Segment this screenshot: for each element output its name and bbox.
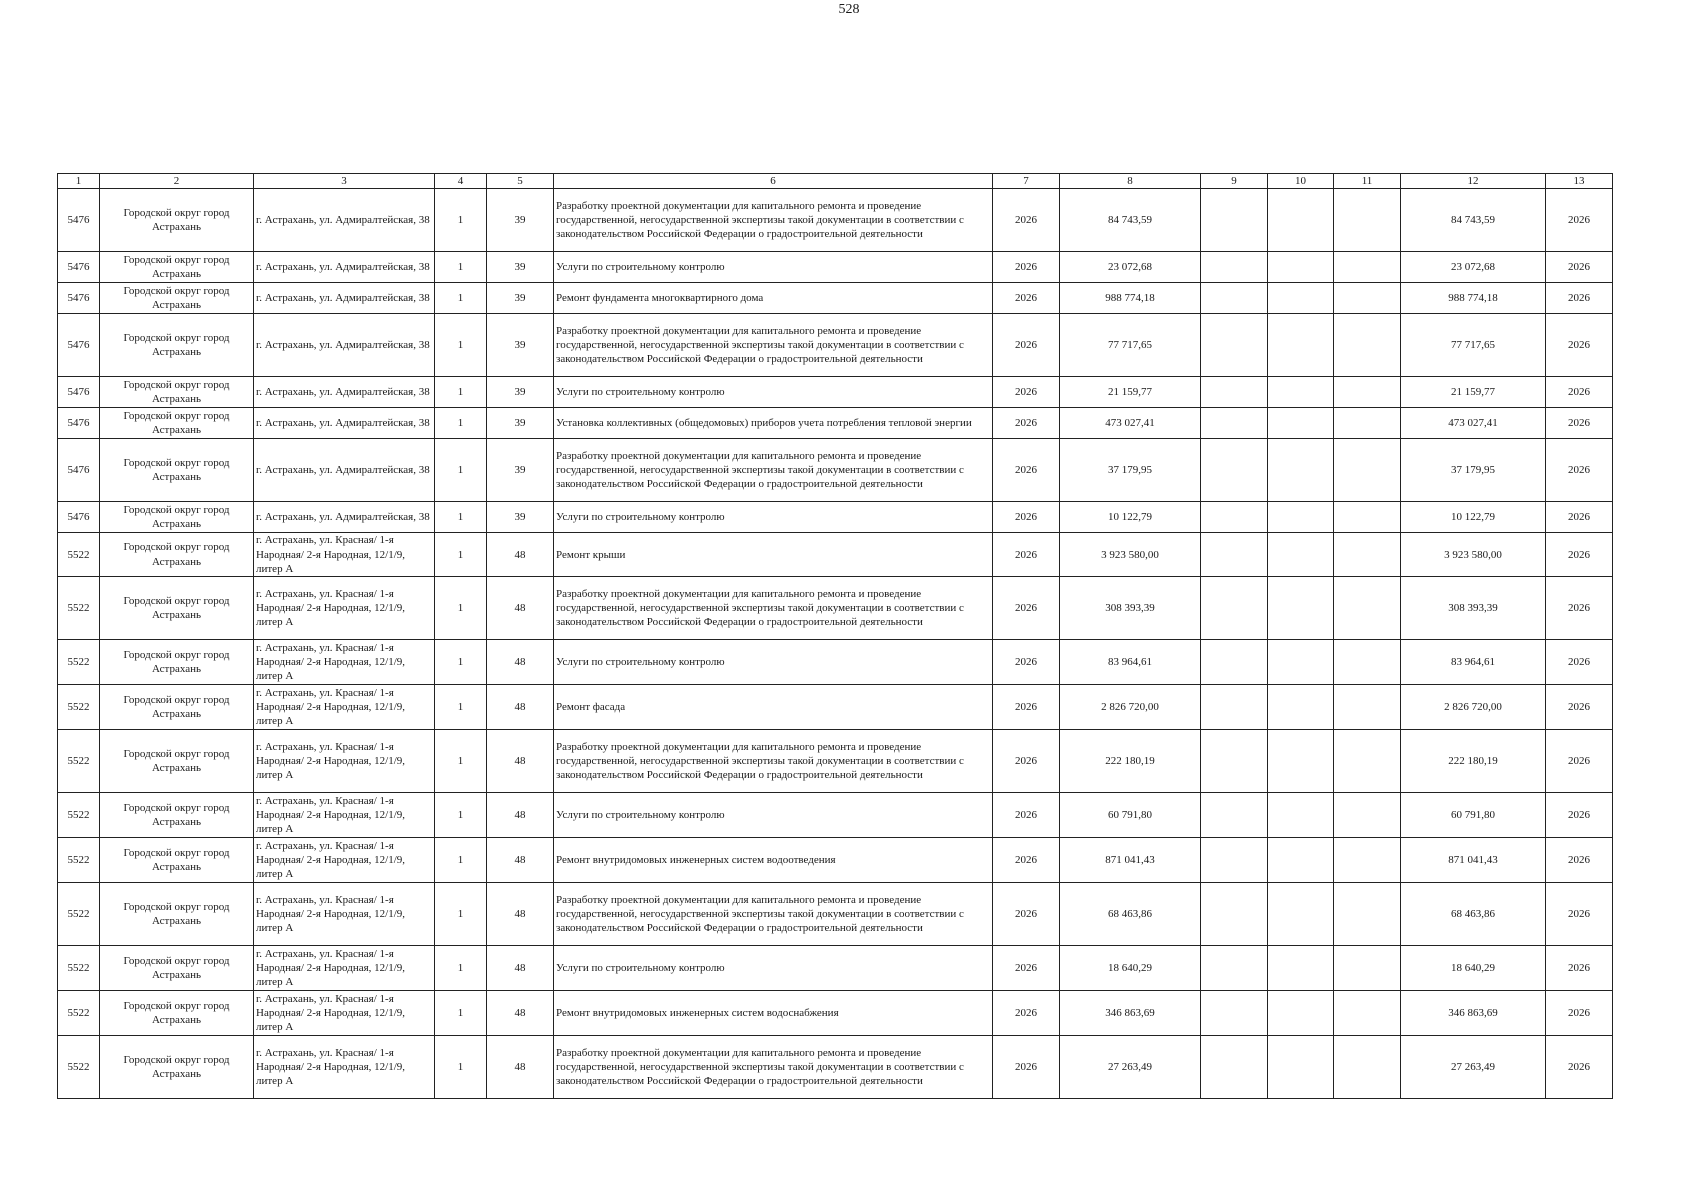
address-cell: г. Астрахань, ул. Красная/ 1-я Народная/ 2-я Народная, 12/1/9, литер А: [254, 640, 435, 685]
end-year-cell: 2026: [1546, 533, 1613, 577]
house-id-cell: 5522: [58, 730, 100, 793]
work-type-cell: Ремонт фундамента многоквартирного дома: [554, 283, 993, 314]
end-year-cell: 2026: [1546, 502, 1613, 533]
col5-cell: 39: [487, 408, 554, 439]
total-cell: 37 179,95: [1401, 439, 1546, 502]
cost-cell: 473 027,41: [1060, 408, 1201, 439]
col4-cell: 1: [435, 883, 487, 946]
total-cell: 83 964,61: [1401, 640, 1546, 685]
address-cell: г. Астрахань, ул. Адмиралтейская, 38: [254, 314, 435, 377]
end-year-cell: 2026: [1546, 577, 1613, 640]
work-type-cell: Ремонт внутридомовых инженерных систем водоснабжения: [554, 991, 993, 1036]
end-year-cell: 2026: [1546, 283, 1613, 314]
col11-cell: [1334, 883, 1401, 946]
address-cell: г. Астрахань, ул. Адмиралтейская, 38: [254, 502, 435, 533]
col9-cell: [1201, 408, 1268, 439]
col9-cell: [1201, 730, 1268, 793]
work-type-cell: Установка коллективных (общедомовых) приборов учета потребления тепловой энергии: [554, 408, 993, 439]
col5-cell: 39: [487, 502, 554, 533]
table-row: [58, 533, 1613, 577]
year-cell: 2026: [993, 314, 1060, 377]
municipality-cell: Городской округ город Астрахань: [100, 838, 254, 883]
total-cell: 68 463,86: [1401, 883, 1546, 946]
municipality-cell: Городской округ город Астрахань: [100, 685, 254, 730]
col9-cell: [1201, 577, 1268, 640]
col5-cell: 48: [487, 838, 554, 883]
municipality-cell: Городской округ город Астрахань: [100, 377, 254, 408]
municipality-cell: Городской округ город Астрахань: [100, 730, 254, 793]
municipality-cell: Городской округ город Астрахань: [100, 502, 254, 533]
col10-cell: [1268, 730, 1334, 793]
total-cell: 473 027,41: [1401, 408, 1546, 439]
cost-cell: 27 263,49: [1060, 1036, 1201, 1099]
work-type-cell: Услуги по строительному контролю: [554, 946, 993, 991]
municipality-cell: Городской округ город Астрахань: [100, 252, 254, 283]
col4-cell: 1: [435, 946, 487, 991]
col5-cell: 48: [487, 640, 554, 685]
col9-cell: [1201, 838, 1268, 883]
cost-cell: 871 041,43: [1060, 838, 1201, 883]
year-cell: 2026: [993, 502, 1060, 533]
col5-cell: 48: [487, 946, 554, 991]
address-cell: г. Астрахань, ул. Красная/ 1-я Народная/ 2-я Народная, 12/1/9, литер А: [254, 838, 435, 883]
col11-cell: [1334, 793, 1401, 838]
address-cell: г. Астрахань, ул. Красная/ 1-я Народная/ 2-я Народная, 12/1/9, литер А: [254, 533, 435, 577]
cost-cell: 10 122,79: [1060, 502, 1201, 533]
end-year-cell: 2026: [1546, 946, 1613, 991]
address-cell: г. Астрахань, ул. Красная/ 1-я Народная/ 2-я Народная, 12/1/9, литер А: [254, 793, 435, 838]
column-header: 11: [1334, 174, 1401, 189]
house-id-cell: 5522: [58, 685, 100, 730]
total-cell: 988 774,18: [1401, 283, 1546, 314]
address-cell: г. Астрахань, ул. Красная/ 1-я Народная/ 2-я Народная, 12/1/9, литер А: [254, 883, 435, 946]
column-header: 12: [1401, 174, 1546, 189]
work-type-cell: Разработку проектной документации для капитального ремонта и проведение государственной, негосударственной экспертизы такой документации в соответствии с законодательством Российской Федерации о градостроительной деятельности: [554, 730, 993, 793]
cost-cell: 23 072,68: [1060, 252, 1201, 283]
table-row: [58, 793, 1613, 838]
cost-cell: 77 717,65: [1060, 314, 1201, 377]
col9-cell: [1201, 439, 1268, 502]
total-cell: 346 863,69: [1401, 991, 1546, 1036]
work-type-cell: Разработку проектной документации для капитального ремонта и проведение государственной, негосударственной экспертизы такой документации в соответствии с законодательством Российской Федерации о градостроительной деятельности: [554, 577, 993, 640]
year-cell: 2026: [993, 946, 1060, 991]
year-cell: 2026: [993, 283, 1060, 314]
address-cell: г. Астрахань, ул. Адмиралтейская, 38: [254, 189, 435, 252]
col11-cell: [1334, 533, 1401, 577]
municipality-cell: Городской округ город Астрахань: [100, 946, 254, 991]
table-row: [58, 502, 1613, 533]
col5-cell: 48: [487, 685, 554, 730]
page-number: 528: [838, 2, 860, 17]
cost-cell: 308 393,39: [1060, 577, 1201, 640]
col4-cell: 1: [435, 838, 487, 883]
col10-cell: [1268, 1036, 1334, 1099]
work-type-cell: Услуги по строительному контролю: [554, 793, 993, 838]
work-type-cell: Разработку проектной документации для капитального ремонта и проведение государственной, негосударственной экспертизы такой документации в соответствии с законодательством Российской Федерации о градостроительной деятельности: [554, 883, 993, 946]
col9-cell: [1201, 189, 1268, 252]
col9-cell: [1201, 252, 1268, 283]
year-cell: 2026: [993, 189, 1060, 252]
col5-cell: 48: [487, 793, 554, 838]
col4-cell: 1: [435, 685, 487, 730]
work-type-cell: Ремонт внутридомовых инженерных систем водоотведения: [554, 838, 993, 883]
cost-cell: 83 964,61: [1060, 640, 1201, 685]
col9-cell: [1201, 314, 1268, 377]
end-year-cell: 2026: [1546, 252, 1613, 283]
column-header: 5: [487, 174, 554, 189]
col4-cell: 1: [435, 252, 487, 283]
address-cell: г. Астрахань, ул. Красная/ 1-я Народная/ 2-я Народная, 12/1/9, литер А: [254, 730, 435, 793]
end-year-cell: 2026: [1546, 314, 1613, 377]
cost-cell: 68 463,86: [1060, 883, 1201, 946]
end-year-cell: 2026: [1546, 838, 1613, 883]
end-year-cell: 2026: [1546, 408, 1613, 439]
col9-cell: [1201, 283, 1268, 314]
work-type-cell: Разработку проектной документации для капитального ремонта и проведение государственной, негосударственной экспертизы такой документации в соответствии с законодательством Российской Федерации о градостроительной деятельности: [554, 1036, 993, 1099]
col10-cell: [1268, 439, 1334, 502]
work-type-cell: Услуги по строительному контролю: [554, 502, 993, 533]
municipality-cell: Городской округ город Астрахань: [100, 408, 254, 439]
cost-cell: 3 923 580,00: [1060, 533, 1201, 577]
municipality-cell: Городской округ город Астрахань: [100, 283, 254, 314]
address-cell: г. Астрахань, ул. Красная/ 1-я Народная/ 2-я Народная, 12/1/9, литер А: [254, 685, 435, 730]
municipality-cell: Городской округ город Астрахань: [100, 883, 254, 946]
year-cell: 2026: [993, 685, 1060, 730]
municipality-cell: Городской округ город Астрахань: [100, 439, 254, 502]
work-type-cell: Услуги по строительному контролю: [554, 640, 993, 685]
house-id-cell: 5476: [58, 502, 100, 533]
column-header: 1: [58, 174, 100, 189]
col9-cell: [1201, 991, 1268, 1036]
col4-cell: 1: [435, 283, 487, 314]
house-id-cell: 5522: [58, 793, 100, 838]
col10-cell: [1268, 793, 1334, 838]
total-cell: 2 826 720,00: [1401, 685, 1546, 730]
col5-cell: 39: [487, 189, 554, 252]
table-row: [58, 408, 1613, 439]
total-cell: 222 180,19: [1401, 730, 1546, 793]
cost-cell: 988 774,18: [1060, 283, 1201, 314]
col4-cell: 1: [435, 533, 487, 577]
col9-cell: [1201, 883, 1268, 946]
col10-cell: [1268, 991, 1334, 1036]
col11-cell: [1334, 502, 1401, 533]
col11-cell: [1334, 1036, 1401, 1099]
col10-cell: [1268, 314, 1334, 377]
year-cell: 2026: [993, 793, 1060, 838]
end-year-cell: 2026: [1546, 640, 1613, 685]
municipality-cell: Городской округ город Астрахань: [100, 640, 254, 685]
col10-cell: [1268, 533, 1334, 577]
col9-cell: [1201, 793, 1268, 838]
col4-cell: 1: [435, 189, 487, 252]
municipality-cell: Городской округ город Астрахань: [100, 533, 254, 577]
col11-cell: [1334, 577, 1401, 640]
year-cell: 2026: [993, 991, 1060, 1036]
municipality-cell: Городской округ город Астрахань: [100, 189, 254, 252]
end-year-cell: 2026: [1546, 1036, 1613, 1099]
col5-cell: 48: [487, 730, 554, 793]
col11-cell: [1334, 730, 1401, 793]
cost-cell: 2 826 720,00: [1060, 685, 1201, 730]
work-type-cell: Разработку проектной документации для капитального ремонта и проведение государственной, негосударственной экспертизы такой документации в соответствии с законодательством Российской Федерации о градостроительной деятельности: [554, 189, 993, 252]
col9-cell: [1201, 685, 1268, 730]
col11-cell: [1334, 838, 1401, 883]
table-row: [58, 991, 1613, 1036]
year-cell: 2026: [993, 577, 1060, 640]
house-id-cell: 5522: [58, 883, 100, 946]
cost-cell: 222 180,19: [1060, 730, 1201, 793]
table-row: [58, 838, 1613, 883]
col9-cell: [1201, 377, 1268, 408]
col11-cell: [1334, 252, 1401, 283]
address-cell: г. Астрахань, ул. Красная/ 1-я Народная/ 2-я Народная, 12/1/9, литер А: [254, 946, 435, 991]
col4-cell: 1: [435, 377, 487, 408]
table-row: [58, 1036, 1613, 1099]
total-cell: 10 122,79: [1401, 502, 1546, 533]
col5-cell: 39: [487, 377, 554, 408]
column-header: 8: [1060, 174, 1201, 189]
house-id-cell: 5522: [58, 946, 100, 991]
col5-cell: 48: [487, 577, 554, 640]
col11-cell: [1334, 685, 1401, 730]
table-row: [58, 730, 1613, 793]
year-cell: 2026: [993, 730, 1060, 793]
year-cell: 2026: [993, 408, 1060, 439]
col11-cell: [1334, 439, 1401, 502]
address-cell: г. Астрахань, ул. Адмиралтейская, 38: [254, 377, 435, 408]
col10-cell: [1268, 502, 1334, 533]
municipality-cell: Городской округ город Астрахань: [100, 577, 254, 640]
table-row: [58, 685, 1613, 730]
col10-cell: [1268, 377, 1334, 408]
col4-cell: 1: [435, 314, 487, 377]
address-cell: г. Астрахань, ул. Адмиралтейская, 38: [254, 408, 435, 439]
column-header: 7: [993, 174, 1060, 189]
municipality-cell: Городской округ город Астрахань: [100, 1036, 254, 1099]
year-cell: 2026: [993, 252, 1060, 283]
column-header: 4: [435, 174, 487, 189]
col10-cell: [1268, 838, 1334, 883]
repair-program-table: [57, 173, 1613, 1099]
house-id-cell: 5476: [58, 408, 100, 439]
house-id-cell: 5476: [58, 252, 100, 283]
table-row: [58, 883, 1613, 946]
col10-cell: [1268, 408, 1334, 439]
year-cell: 2026: [993, 640, 1060, 685]
col11-cell: [1334, 408, 1401, 439]
end-year-cell: 2026: [1546, 377, 1613, 408]
table-row: [58, 377, 1613, 408]
col9-cell: [1201, 946, 1268, 991]
col11-cell: [1334, 283, 1401, 314]
col4-cell: 1: [435, 640, 487, 685]
house-id-cell: 5476: [58, 283, 100, 314]
end-year-cell: 2026: [1546, 685, 1613, 730]
house-id-cell: 5522: [58, 838, 100, 883]
table-body: [58, 189, 1613, 1099]
column-header: 6: [554, 174, 993, 189]
total-cell: 21 159,77: [1401, 377, 1546, 408]
col10-cell: [1268, 883, 1334, 946]
end-year-cell: 2026: [1546, 991, 1613, 1036]
total-cell: 84 743,59: [1401, 189, 1546, 252]
address-cell: г. Астрахань, ул. Адмиралтейская, 38: [254, 283, 435, 314]
house-id-cell: 5476: [58, 314, 100, 377]
end-year-cell: 2026: [1546, 793, 1613, 838]
col4-cell: 1: [435, 991, 487, 1036]
col10-cell: [1268, 577, 1334, 640]
total-cell: 60 791,80: [1401, 793, 1546, 838]
col9-cell: [1201, 640, 1268, 685]
col5-cell: 39: [487, 439, 554, 502]
col4-cell: 1: [435, 439, 487, 502]
end-year-cell: 2026: [1546, 730, 1613, 793]
end-year-cell: 2026: [1546, 189, 1613, 252]
work-type-cell: Разработку проектной документации для капитального ремонта и проведение государственной, негосударственной экспертизы такой документации в соответствии с законодательством Российской Федерации о градостроительной деятельности: [554, 314, 993, 377]
total-cell: 308 393,39: [1401, 577, 1546, 640]
total-cell: 27 263,49: [1401, 1036, 1546, 1099]
col11-cell: [1334, 640, 1401, 685]
col5-cell: 48: [487, 883, 554, 946]
col9-cell: [1201, 1036, 1268, 1099]
col4-cell: 1: [435, 502, 487, 533]
year-cell: 2026: [993, 838, 1060, 883]
house-id-cell: 5522: [58, 1036, 100, 1099]
column-header: 10: [1268, 174, 1334, 189]
year-cell: 2026: [993, 439, 1060, 502]
year-cell: 2026: [993, 883, 1060, 946]
table-row: [58, 283, 1613, 314]
table-row: [58, 252, 1613, 283]
cost-cell: 84 743,59: [1060, 189, 1201, 252]
col5-cell: 39: [487, 252, 554, 283]
col9-cell: [1201, 533, 1268, 577]
house-id-cell: 5476: [58, 189, 100, 252]
column-header: 9: [1201, 174, 1268, 189]
total-cell: 77 717,65: [1401, 314, 1546, 377]
end-year-cell: 2026: [1546, 439, 1613, 502]
table-row: [58, 946, 1613, 991]
work-type-cell: Услуги по строительному контролю: [554, 252, 993, 283]
col4-cell: 1: [435, 793, 487, 838]
total-cell: 18 640,29: [1401, 946, 1546, 991]
col5-cell: 39: [487, 283, 554, 314]
col11-cell: [1334, 991, 1401, 1036]
address-cell: г. Астрахань, ул. Адмиралтейская, 38: [254, 439, 435, 502]
total-cell: 23 072,68: [1401, 252, 1546, 283]
col4-cell: 1: [435, 1036, 487, 1099]
column-header: 13: [1546, 174, 1613, 189]
house-id-cell: 5522: [58, 577, 100, 640]
col11-cell: [1334, 946, 1401, 991]
col11-cell: [1334, 189, 1401, 252]
cost-cell: 60 791,80: [1060, 793, 1201, 838]
address-cell: г. Астрахань, ул. Красная/ 1-я Народная/ 2-я Народная, 12/1/9, литер А: [254, 1036, 435, 1099]
house-id-cell: 5522: [58, 533, 100, 577]
cost-cell: 37 179,95: [1060, 439, 1201, 502]
house-id-cell: 5522: [58, 991, 100, 1036]
cost-cell: 346 863,69: [1060, 991, 1201, 1036]
work-type-cell: Услуги по строительному контролю: [554, 377, 993, 408]
end-year-cell: 2026: [1546, 883, 1613, 946]
table-header-row: [58, 174, 1613, 189]
work-type-cell: Ремонт крыши: [554, 533, 993, 577]
col5-cell: 39: [487, 314, 554, 377]
table-row: [58, 640, 1613, 685]
col5-cell: 48: [487, 1036, 554, 1099]
cost-cell: 21 159,77: [1060, 377, 1201, 408]
house-id-cell: 5476: [58, 439, 100, 502]
year-cell: 2026: [993, 377, 1060, 408]
municipality-cell: Городской округ город Астрахань: [100, 991, 254, 1036]
col10-cell: [1268, 640, 1334, 685]
cost-cell: 18 640,29: [1060, 946, 1201, 991]
col4-cell: 1: [435, 730, 487, 793]
work-type-cell: Разработку проектной документации для капитального ремонта и проведение государственной, негосударственной экспертизы такой документации в соответствии с законодательством Российской Федерации о градостроительной деятельности: [554, 439, 993, 502]
col11-cell: [1334, 314, 1401, 377]
address-cell: г. Астрахань, ул. Адмиралтейская, 38: [254, 252, 435, 283]
table-row: [58, 314, 1613, 377]
col10-cell: [1268, 189, 1334, 252]
col11-cell: [1334, 377, 1401, 408]
total-cell: 3 923 580,00: [1401, 533, 1546, 577]
col10-cell: [1268, 283, 1334, 314]
house-id-cell: 5476: [58, 377, 100, 408]
year-cell: 2026: [993, 1036, 1060, 1099]
work-type-cell: Ремонт фасада: [554, 685, 993, 730]
column-header: 2: [100, 174, 254, 189]
municipality-cell: Городской округ город Астрахань: [100, 793, 254, 838]
table-row: [58, 189, 1613, 252]
col4-cell: 1: [435, 408, 487, 439]
address-cell: г. Астрахань, ул. Красная/ 1-я Народная/ 2-я Народная, 12/1/9, литер А: [254, 577, 435, 640]
total-cell: 871 041,43: [1401, 838, 1546, 883]
year-cell: 2026: [993, 533, 1060, 577]
col10-cell: [1268, 946, 1334, 991]
municipality-cell: Городской округ город Астрахань: [100, 314, 254, 377]
col5-cell: 48: [487, 533, 554, 577]
col10-cell: [1268, 685, 1334, 730]
table-row: [58, 577, 1613, 640]
house-id-cell: 5522: [58, 640, 100, 685]
col5-cell: 48: [487, 991, 554, 1036]
table-row: [58, 439, 1613, 502]
col9-cell: [1201, 502, 1268, 533]
col4-cell: 1: [435, 577, 487, 640]
address-cell: г. Астрахань, ул. Красная/ 1-я Народная/ 2-я Народная, 12/1/9, литер А: [254, 991, 435, 1036]
col10-cell: [1268, 252, 1334, 283]
column-header: 3: [254, 174, 435, 189]
